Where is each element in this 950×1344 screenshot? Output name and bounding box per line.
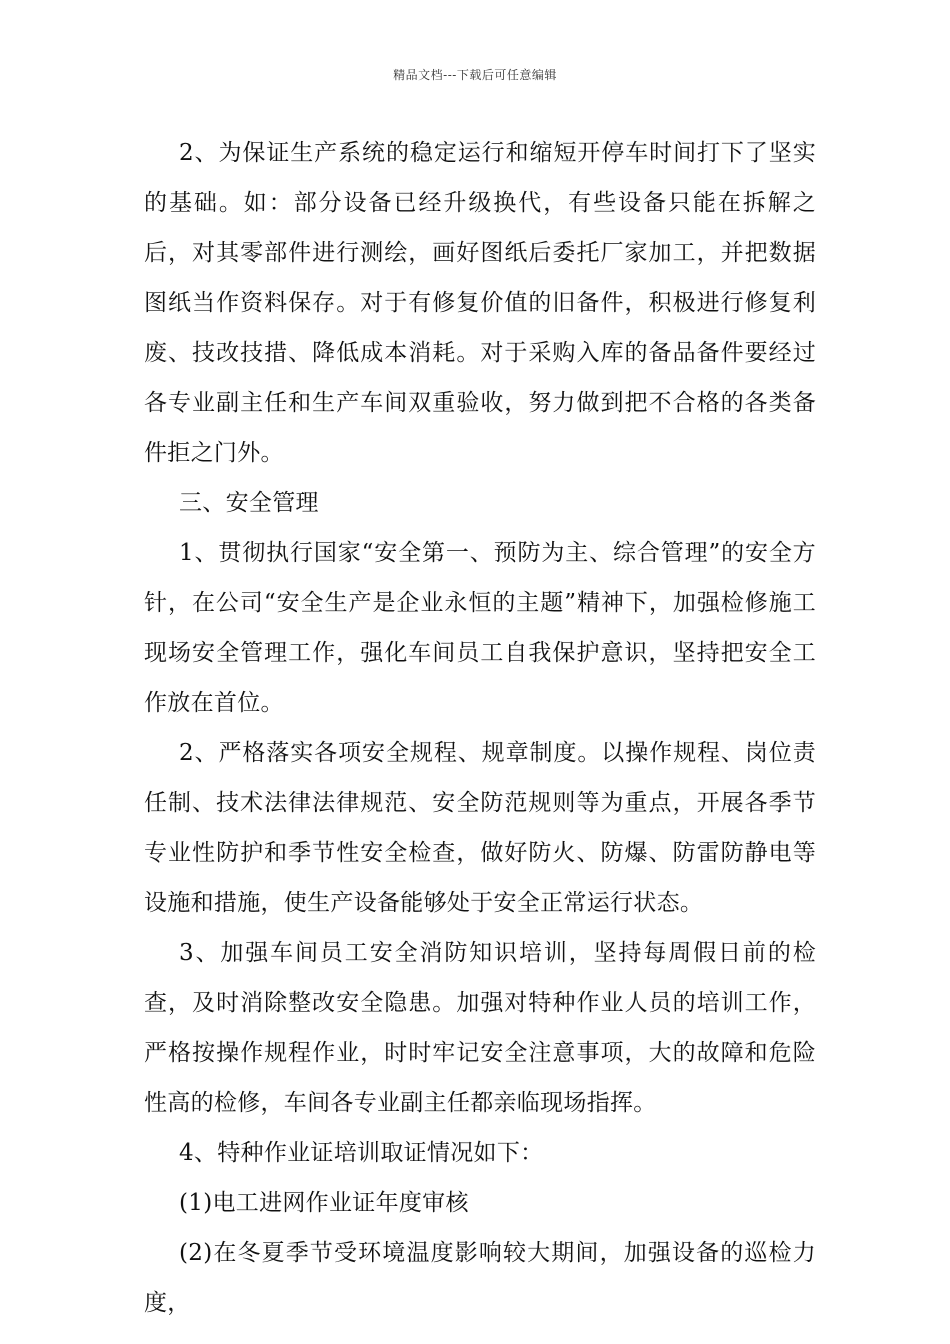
paragraph-certification-intro: 4、特种作业证培训取证情况如下：	[179, 1140, 544, 1166]
list-item-seasonal-inspection: (2)在冬夏季节受环境温度影响较大期间，加强设备的巡检力度，	[144, 1240, 816, 1316]
list-item-electrician-certificate: (1)电工进网作业证年度审核	[179, 1190, 469, 1216]
page-header: 精品文档---下载后可任意编辑	[393, 68, 557, 82]
section-heading-safety-management: 三、安全管理	[179, 490, 319, 516]
paragraph-safety-policy: 1、贯彻执行国家“安全第一、预防为主、综合管理”的安全方针，在公司“安全生产是企业永恒的主题”精神下，加强检修施工现场安全管理工作，强化车间员工自我保护意识，坚持把安全工作放在首位。	[144, 540, 816, 716]
paragraph-safety-training: 3、加强车间员工安全消防知识培训，坚持每周假日前的检查，及时消除整改安全隐患。加强对特种作业人员的培训工作，严格按操作规程作业，时时牢记安全注意事项，大的故障和危险性高的检修，车间各专业副主任都亲临现场指挥。	[144, 940, 816, 1116]
document-body	[144, 128, 816, 1328]
paragraph-equipment-maintenance: 2、为保证生产系统的稳定运行和缩短开停车时间打下了坚实的基础。如：部分设备已经升级换代，有些设备只能在拆解之后，对其零部件进行测绘，画好图纸后委托厂家加工，并把数据图纸当作资料保存。对于有修复价值的旧备件，积极进行修复利废、技改技措、降低成本消耗。对于采购入库的备品备件要经过各专业副主任和生产车间双重验收，努力做到把不合格的各类备件拒之门外。	[144, 140, 816, 466]
paragraph-safety-regulations: 2、严格落实各项安全规程、规章制度。以操作规程、岗位责任制、技术法律法律规范、安全防范规则等为重点，开展各季节专业性防护和季节性安全检查，做好防火、防爆、防雷防静电等设施和措施，使生产设备能够处于安全正常运行状态。	[144, 740, 816, 916]
